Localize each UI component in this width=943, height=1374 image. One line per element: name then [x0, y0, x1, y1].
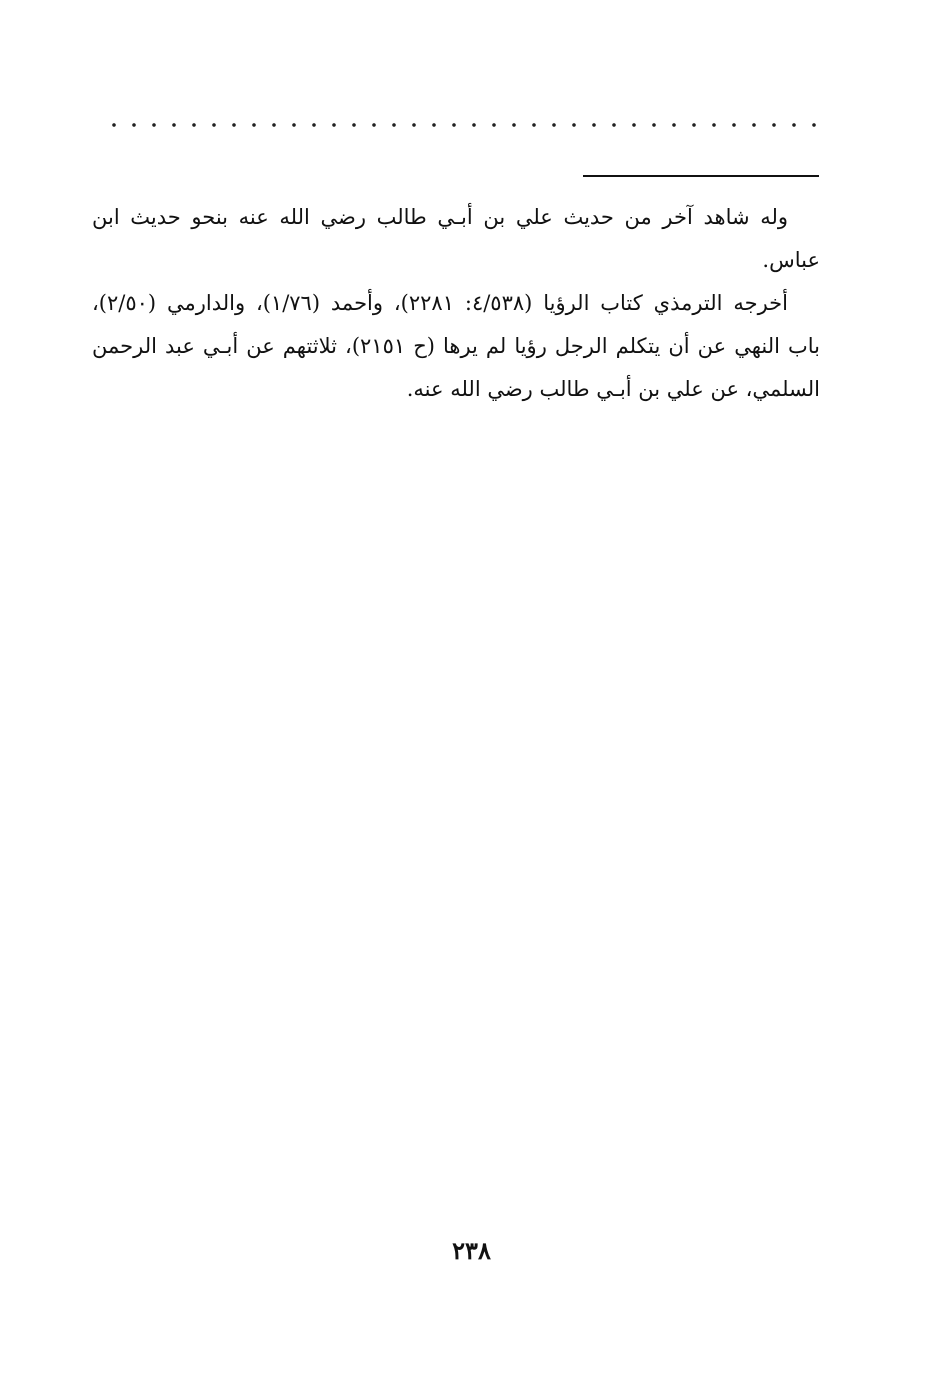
footnotes-section	[92, 196, 820, 411]
dotted-separator	[100, 118, 820, 132]
page-number: ٢٣٨	[452, 1236, 491, 1265]
footnote-paragraph-1: وله شاهد آخر من حديث علي بن أبـي طالب رضي الله عنه بنحو حديث ابن عباس.	[92, 205, 820, 272]
footnote-separator-line	[583, 175, 819, 177]
footnote-paragraph-2: أخرجه الترمذي كتاب الرؤيا (٤/٥٣٨: ٢٢٨١)، وأحمد (١/٧٦)، والدارمي (٢/٥٠)، باب النهي عن أن يتكلم الرجل رؤيا لم يرها (ح ٢١٥١)، ثلاثتهم عن أبـي عبد الرحمن السلمي، عن علي بن أبـي طالب رضي الله عنه.	[92, 291, 820, 401]
